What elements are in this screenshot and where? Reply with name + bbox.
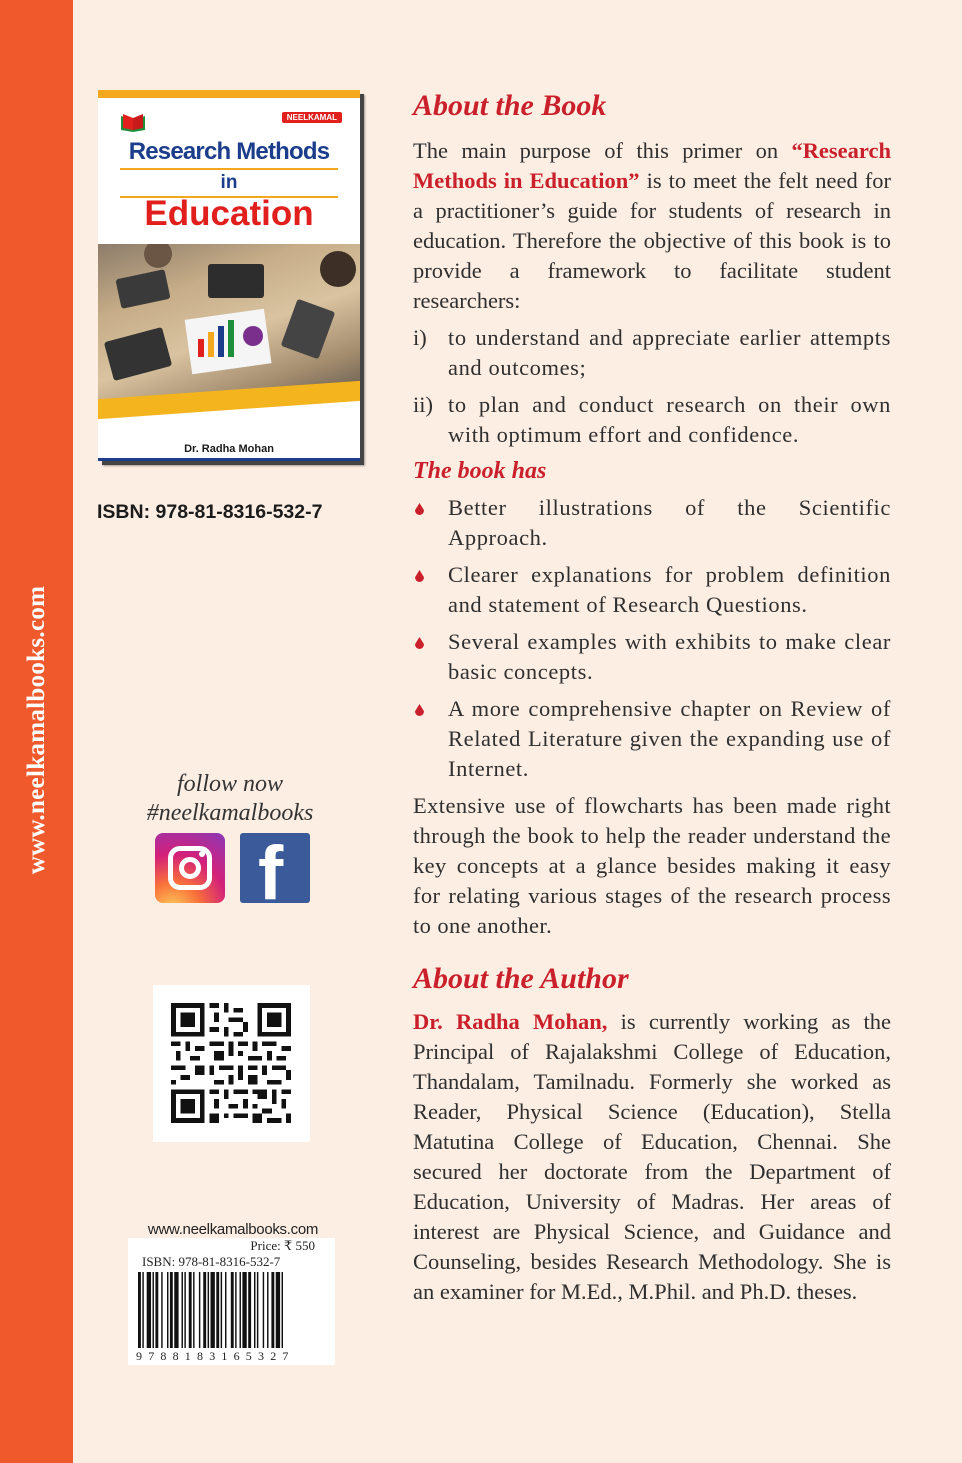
- objective-text: to understand and appreciate earlier attempts and outcomes;: [448, 325, 891, 380]
- objective-marker: i): [413, 325, 427, 350]
- drop-bullet-icon: [415, 570, 424, 582]
- book-cover-thumbnail: [98, 90, 360, 461]
- barcode-bars: [136, 1272, 328, 1350]
- barcode-website: www.neelkamalbooks.com: [147, 1221, 319, 1238]
- cover-photo: [98, 244, 360, 400]
- book-title-emphasis: “Research Methods in Education”: [413, 138, 891, 193]
- feature-item: [413, 627, 891, 687]
- author-name: Dr. Radha Mohan,: [413, 1009, 608, 1034]
- feature-item: [413, 560, 891, 620]
- feature-item: [413, 694, 891, 784]
- feature-item: [413, 493, 891, 553]
- feature-text: Better illustrations of the Scientific Approach.: [448, 495, 891, 550]
- feature-text: A more comprehensive chapter on Review of Related Literature given the expanding use of Internet.: [448, 696, 891, 781]
- intro-text: The main purpose of this primer on: [413, 138, 792, 163]
- facebook-icon[interactable]: f: [240, 833, 310, 903]
- barcode-price: Price: ₹ 550: [250, 1238, 315, 1253]
- objective-marker: ii): [413, 392, 433, 417]
- book-has-subheading: The book has: [413, 458, 547, 484]
- author-bio-text: is currently working as the Principal of Rajalakshmi College of Education, Thandalam, Tamilnadu. Formerly she worked as Reader, Physical Science (Education), Stella Matutina College of Education, Chennai. She secured her doctorate from the Department of Education, University of Madras. Her areas of interest are Physical Science, and Guidance and Counseling, besides Research Methodology. She is an examiner for M.Ed., M.Phil. and Ph.D. theses.: [413, 1009, 891, 1304]
- barcode-label: [128, 1238, 335, 1365]
- intro-text: is to meet the felt need for a practitioner’s guide for students of research in education. Therefore the objective of this book is to provide a framework to facilitate student researchers:: [413, 168, 891, 313]
- isbn-label: ISBN: 978-81-8316-532-7: [97, 501, 323, 523]
- feature-text: Several examples with exhibits to make clear basic concepts.: [448, 629, 891, 684]
- barcode-isbn: ISBN: 978-81-8316-532-7: [142, 1254, 281, 1269]
- about-book-heading: About the Book: [413, 89, 607, 122]
- about-author-heading: About the Author: [413, 962, 629, 995]
- follow-text: [130, 770, 330, 828]
- follow-hashtag: #neelkamalbooks: [146, 800, 314, 826]
- drop-bullet-icon: [415, 503, 424, 515]
- feature-text: Clearer explanations for problem definition and statement of Research Questions.: [448, 562, 891, 617]
- cover-brand: NEELKAMAL: [282, 112, 342, 123]
- about-book-closing: Extensive use of flowcharts has been made right through the book to help the reader understand the key concepts at a glance besides making it easy for relating various stages of the research process to one another.: [413, 793, 891, 938]
- objective-text: to plan and conduct research on their own with optimum effort and confidence.: [448, 392, 891, 447]
- cover-title-line1: Research Methods: [128, 138, 330, 165]
- follow-line1: follow now: [176, 771, 284, 797]
- objective-item: [413, 323, 891, 383]
- cover-title-line2: in: [220, 172, 238, 193]
- about-book-intro: [413, 136, 891, 316]
- drop-bullet-icon: [415, 637, 424, 649]
- spine-website: www.neelkamalbooks.com: [23, 585, 50, 875]
- author-bio: [413, 1007, 891, 1307]
- qr-code: [153, 985, 310, 1142]
- cover-divider: [120, 168, 338, 170]
- content-column: [413, 86, 891, 1307]
- instagram-icon[interactable]: [155, 833, 225, 903]
- neelkamal-logo-icon: [120, 112, 146, 132]
- drop-bullet-icon: [415, 704, 424, 716]
- objective-item: [413, 390, 891, 450]
- cover-top-bar: [98, 90, 360, 98]
- cover-title-line3: Education: [144, 194, 314, 233]
- barcode-digits: 9788183165327: [136, 1349, 295, 1363]
- cover-author: Dr. Radha Mohan: [184, 443, 274, 455]
- spine: [0, 0, 73, 1463]
- cover-bottom-bar: [98, 458, 360, 461]
